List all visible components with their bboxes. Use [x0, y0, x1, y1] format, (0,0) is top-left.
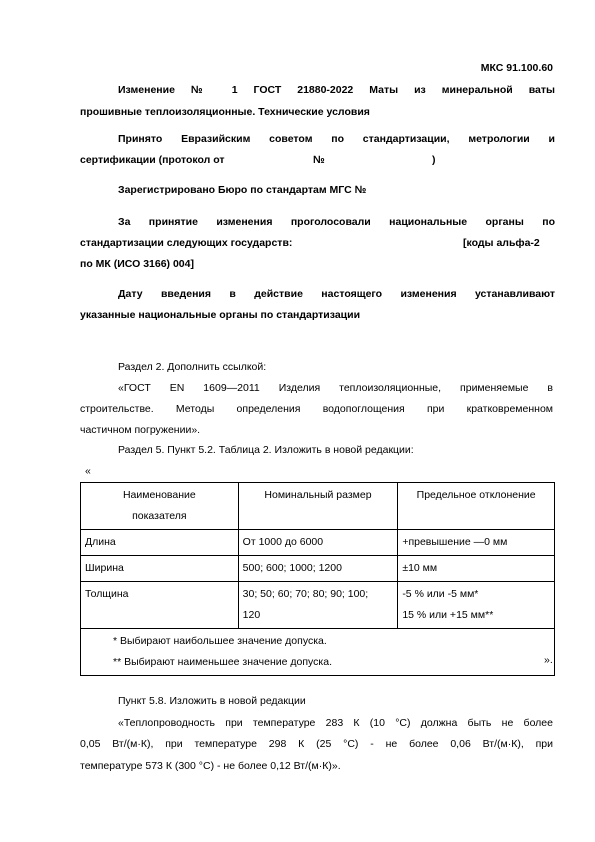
- row-width-size: 500; 600; 1000; 1200: [238, 556, 398, 582]
- section5-heading: Раздел 5. Пункт 5.2. Таблица 2. Изложить в новой редакции:: [118, 444, 414, 456]
- date-line1: Дату введения в действие настоящего изменения устанавливают: [118, 288, 555, 300]
- p58-line1: «Теплопроводность при температуре 283 К (10 °С) должна быть не более: [118, 717, 553, 729]
- amendment-title-line2: прошивные теплоизоляционные. Технические условия: [80, 106, 370, 118]
- accepted-line2-close: ): [432, 154, 436, 166]
- table-notes: [81, 629, 555, 676]
- row-thickness-dev: -5 % или -5 мм* 15 % или +15 мм**: [398, 582, 555, 629]
- table-note-2: ** Выбирают наименьшее значение допуска.: [113, 656, 332, 668]
- row-length-size: От 1000 до 6000: [238, 530, 398, 556]
- row-length-dev: +превышение —0 мм: [398, 530, 555, 556]
- accepted-line1: Принято Евразийским советом по стандартизации, метрологии и: [118, 133, 555, 145]
- voted-line3: по МК (ИСО 3166) 004]: [80, 258, 194, 270]
- dimensions-table: [80, 482, 555, 676]
- table-row: [81, 556, 555, 582]
- p58-line3: температуре 573 К (300 °С) - не более 0,12 Вт/(м·К)».: [80, 760, 341, 772]
- header-indicator-name: Наименование показателя: [81, 483, 239, 530]
- table-row: [81, 582, 555, 629]
- section2-quote-line3: частичном погружении».: [80, 424, 201, 436]
- row-thickness-name: Толщина: [81, 582, 239, 629]
- section2-quote-line2: строительстве. Методы определения водопоглощения при кратковременном: [80, 403, 553, 415]
- table-notes-row: [81, 629, 555, 676]
- row-width-name: Ширина: [81, 556, 239, 582]
- table-open-quote: «: [85, 465, 91, 477]
- accepted-line2-part1: сертификации (протокол от: [80, 154, 225, 166]
- accepted-line2-number: №: [313, 154, 325, 166]
- table-header-row: [81, 483, 555, 530]
- table-note-1: * Выбирают наибольшее значение допуска.: [113, 635, 327, 647]
- table-row: [81, 530, 555, 556]
- row-thickness-size: 30; 50; 60; 70; 80; 90; 100; 120: [238, 582, 398, 629]
- row-width-dev: ±10 мм: [398, 556, 555, 582]
- document-code: МКС 91.100.60: [480, 62, 553, 74]
- voted-line2-part2: [коды альфа-2: [463, 237, 540, 249]
- p58-line2: 0,05 Вт/(м·К), при температуре 298 К (25 °С) - не более 0,06 Вт/(м·К), при: [80, 738, 553, 750]
- section2-heading: Раздел 2. Дополнить ссылкой:: [118, 361, 267, 373]
- header-nominal-size: Номинальный размер: [238, 483, 398, 530]
- p58-heading: Пункт 5.8. Изложить в новой редакции: [118, 695, 306, 707]
- voted-line2-part1: стандартизации следующих государств:: [80, 237, 293, 249]
- row-length-name: Длина: [81, 530, 239, 556]
- voted-line1: За принятие изменения проголосовали национальные органы по: [118, 216, 555, 228]
- header-tolerance: Предельное отклонение: [398, 483, 555, 530]
- table-close-quote: ».: [544, 654, 553, 666]
- amendment-title-line1: Изменение № 1 ГОСТ 21880-2022 Маты из минеральной ваты: [118, 84, 555, 96]
- date-line2: указанные национальные органы по стандартизации: [80, 309, 361, 321]
- section2-quote-line1: «ГОСТ EN 1609—2011 Изделия теплоизоляционные, применяемые в: [118, 382, 553, 394]
- registered-line: Зарегистрировано Бюро по стандартам МГС №: [118, 184, 367, 196]
